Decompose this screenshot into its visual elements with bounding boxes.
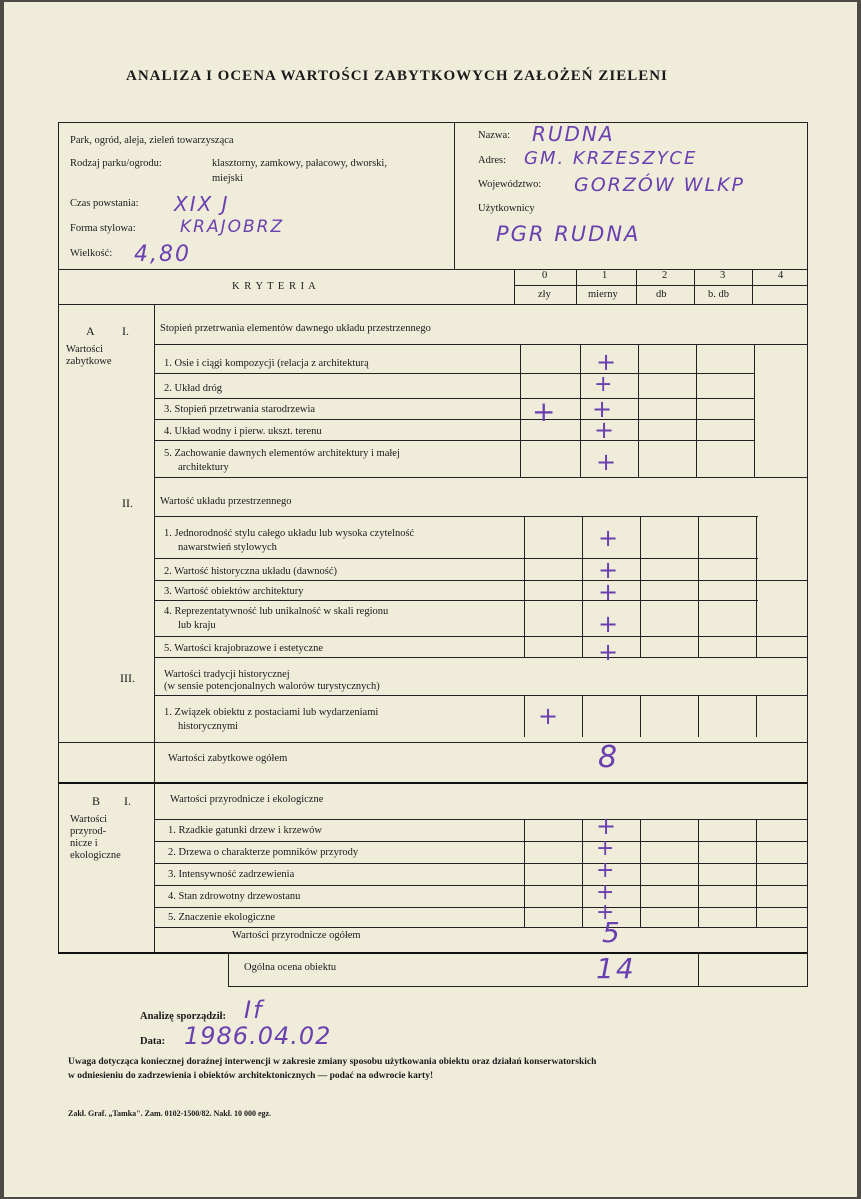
row-line <box>154 907 808 908</box>
grid-col <box>698 819 699 927</box>
form-sheet <box>4 2 857 1197</box>
row-line <box>154 344 808 345</box>
g2-mark-3: + <box>598 578 621 606</box>
g1-mark-3-zero: + <box>532 395 558 428</box>
g1-item-1: 1. Osie i ciągi kompozycji (relacja z architekturą <box>164 358 369 369</box>
section-b-group-title: Wartości przyrodnicze i ekologiczne <box>170 794 324 805</box>
score-2: 2 <box>662 270 668 281</box>
b-item-4: 4. Stan zdrowotny drzewostanu <box>168 891 301 902</box>
b-item-1: 1. Rzadkie gatunki drzew i krzewów <box>168 825 322 836</box>
park-type-line: Park, ogród, aleja, zieleń towarzysząca <box>70 135 234 146</box>
nazwa-label: Nazwa: <box>478 130 511 141</box>
uzytkownicy-label: Użytkownicy <box>478 203 535 214</box>
row-line <box>154 695 808 696</box>
row-line <box>154 398 754 399</box>
nazwa-value: RUDNA <box>532 122 615 146</box>
data-label: Data: <box>140 1036 166 1047</box>
g2-item-5: 5. Wartości krajobrazowe i estetyczne <box>164 643 324 654</box>
group3-title-2: (w sensie potencjonalnych walorów turystycznych) <box>164 681 380 692</box>
form-title: ANALIZA I OCENA WARTOŚCI ZABYTKOWYCH ZAŁOŻEŃ ZIELENI <box>126 68 668 84</box>
row-line <box>154 863 808 864</box>
grid-col <box>524 516 525 657</box>
header-top-line <box>58 122 808 123</box>
grid-col <box>756 516 757 657</box>
row-line <box>154 580 808 581</box>
group3-title-1: Wartości tradycji historycznej <box>164 669 290 680</box>
grid-col <box>640 516 641 657</box>
section-b-name-2: przyrod- <box>70 826 107 837</box>
g1-item-3: 3. Stopień przetrwania starodrzewia <box>164 404 316 415</box>
row-line <box>154 419 754 420</box>
group3-roman: III. <box>120 671 135 685</box>
g1-mark-5: + <box>596 448 619 476</box>
printer-info: Zakł. Graf. „Tamka". Zam. 0102-1500/82. Nakł. 10 000 egz. <box>68 1109 272 1118</box>
section-b-total-value: 5 <box>602 916 622 949</box>
grade-bdb: b. db <box>708 289 729 300</box>
b-mark-1: + <box>596 812 619 840</box>
note-line-1: Uwaga dotycząca koniecznej doraźnej interwencji w zakresie zmiany sposobu użytkowania obiektu oraz działań konserwatorskich <box>68 1057 597 1067</box>
rodzaj-options: klasztorny, zamkowy, pałacowy, dworski, <box>212 158 387 169</box>
col-line-0 <box>514 269 515 304</box>
col-line-1 <box>576 269 577 304</box>
czas-label: Czas powstania: <box>70 198 139 209</box>
grid-col <box>582 695 583 737</box>
row-line <box>58 742 808 743</box>
grid-col <box>640 819 641 927</box>
row-line <box>154 885 808 886</box>
grid-col <box>582 516 583 657</box>
grid-col <box>228 952 229 986</box>
section-a-roman: I. <box>122 324 129 338</box>
section-b-roman: I. <box>124 794 131 808</box>
col-line-4 <box>752 269 753 304</box>
b-item-5: 5. Znaczenie ekologiczne <box>168 912 275 923</box>
section-a-letter: A <box>86 324 95 338</box>
row-line <box>58 952 808 954</box>
grid-col <box>524 819 525 927</box>
analiza-label: Analizę sporządził: <box>140 1011 227 1022</box>
right-border <box>807 122 808 952</box>
g3-item-1: 1. Związek obiektu z postaciami lub wydarzeniami <box>164 707 379 718</box>
grid-col <box>807 952 808 986</box>
g1-item-5: 5. Zachowanie dawnych elementów architektury i małej <box>164 448 400 459</box>
section-a-name-1: Wartości <box>66 344 104 355</box>
b-item-2: 2. Drzewa o charakterze pomników przyrody <box>168 847 359 858</box>
g2-item-4: 4. Reprezentatywność lub unikalność w skali regionu <box>164 606 389 617</box>
section-a-name-2: zabytkowe <box>66 356 112 367</box>
wielkosc-value: 4,80 <box>134 242 191 267</box>
section-b-total-label: Wartości przyrodnicze ogółem <box>232 930 361 941</box>
note-line-2: w odniesieniu do zadrzewienia i obiektów architektonicznych — podać na odwrocie karty! <box>68 1071 434 1081</box>
adres-label: Adres: <box>478 155 506 166</box>
section-b-letter: B <box>92 794 101 808</box>
wielkosc-label: Wielkość: <box>70 248 113 259</box>
row-line <box>154 600 758 601</box>
left-border <box>58 122 59 952</box>
row-line <box>154 373 754 374</box>
group1-title: Stopień przetrwania elementów dawnego układu przestrzennego <box>160 323 431 334</box>
data-value: 1986.04.02 <box>184 1022 332 1050</box>
rodzaj-label: Rodzaj parku/ogrodu: <box>70 158 162 169</box>
criteria-mid-line <box>514 285 808 286</box>
row-line <box>228 986 808 987</box>
g1-item-4: 4. Układ wodny i pierw. ukszt. terenu <box>164 426 322 437</box>
grid-col <box>638 344 639 477</box>
g2-mark-4: + <box>598 610 621 638</box>
section-b-name-1: Wartości <box>70 814 108 825</box>
col-line-3 <box>694 269 695 304</box>
b-mark-4: + <box>596 880 617 905</box>
group2-title: Wartość układu przestrzennego <box>160 496 292 507</box>
section-a-divider <box>154 304 155 782</box>
section-a-total-label: Wartości zabytkowe ogółem <box>168 753 288 764</box>
criteria-bottom-line <box>58 304 808 305</box>
g1-mark-1: + <box>596 348 619 376</box>
analiza-value: If <box>244 996 264 1024</box>
g1-item-2: 2. Układ dróg <box>164 383 223 394</box>
row-line <box>154 927 808 928</box>
grid-col <box>580 344 581 477</box>
g3-mark-1-zero: + <box>538 702 561 730</box>
grid-col <box>756 819 757 927</box>
section-a-total-value: 8 <box>598 740 620 775</box>
header-divider <box>454 122 455 270</box>
g1-mark-4: + <box>594 416 617 444</box>
wojewodztwo-label: Województwo: <box>478 179 542 190</box>
g2-item-1b: nawarstwień stylowych <box>178 542 277 553</box>
g2-item-3: 3. Wartość obiektów architektury <box>164 586 304 597</box>
grid-col <box>698 952 699 986</box>
grid-col <box>524 695 525 737</box>
row-line <box>154 516 758 517</box>
grade-db: db <box>656 289 667 300</box>
b-mark-2: + <box>596 836 617 861</box>
g2-mark-5: + <box>598 638 621 666</box>
group2-roman: II. <box>122 496 133 510</box>
g2-item-2: 2. Wartość historyczna układu (dawność) <box>164 566 338 577</box>
grid-col <box>640 695 641 737</box>
grid-col <box>756 695 757 737</box>
row-line <box>154 440 754 441</box>
row-line <box>154 841 808 842</box>
overall-value: 14 <box>596 952 636 985</box>
g1-mark-3: + <box>592 395 615 423</box>
criteria-label: K R Y T E R I A <box>232 281 317 292</box>
czas-value: XIX J <box>174 192 230 216</box>
g2-item-4b: lub kraju <box>178 620 216 631</box>
row-line <box>154 657 808 658</box>
row-line <box>58 782 808 784</box>
g3-item-1b: historycznymi <box>178 721 239 732</box>
section-b-name-3: nicze i <box>70 838 98 849</box>
uzytkownicy-value: PGR RUDNA <box>496 222 641 246</box>
b-item-3: 3. Intensywność zadrzewienia <box>168 869 295 880</box>
grid-col <box>582 819 583 927</box>
forma-label: Forma stylowa: <box>70 223 136 234</box>
grid-col <box>520 344 521 477</box>
criteria-top-line <box>58 269 808 270</box>
score-4: 4 <box>778 270 784 281</box>
g1-item-5b: architektury <box>178 462 229 473</box>
adres-value: GM. KRZESZYCE <box>524 148 698 169</box>
g2-mark-2: + <box>598 556 621 584</box>
grid-col <box>754 344 755 477</box>
score-3: 3 <box>720 270 726 281</box>
b-mark-5: + <box>596 900 617 925</box>
g2-item-1: 1. Jednorodność stylu całego układu lub wysoka czytelność <box>164 528 415 539</box>
row-line <box>154 558 758 559</box>
section-b-name-4: ekologiczne <box>70 850 121 861</box>
g2-mark-1: + <box>598 524 621 552</box>
forma-value: KRAJOBRZ <box>180 217 285 237</box>
grid-col <box>698 516 699 657</box>
col-line-2 <box>636 269 637 304</box>
row-line <box>154 819 808 820</box>
wojewodztwo-value: GORZÓW WLKP <box>574 174 745 196</box>
grade-mierny: mierny <box>588 289 618 300</box>
grid-col <box>696 344 697 477</box>
score-0: 0 <box>542 270 548 281</box>
row-line <box>154 636 808 637</box>
row-line <box>154 477 808 478</box>
overall-label: Ogólna ocena obiektu <box>244 962 337 973</box>
score-1: 1 <box>602 270 608 281</box>
rodzaj-options-2: miejski <box>212 173 243 184</box>
b-mark-3: + <box>596 858 617 883</box>
grid-col <box>698 695 699 737</box>
grade-zly: zły <box>538 289 551 300</box>
g1-mark-2: + <box>594 372 615 397</box>
